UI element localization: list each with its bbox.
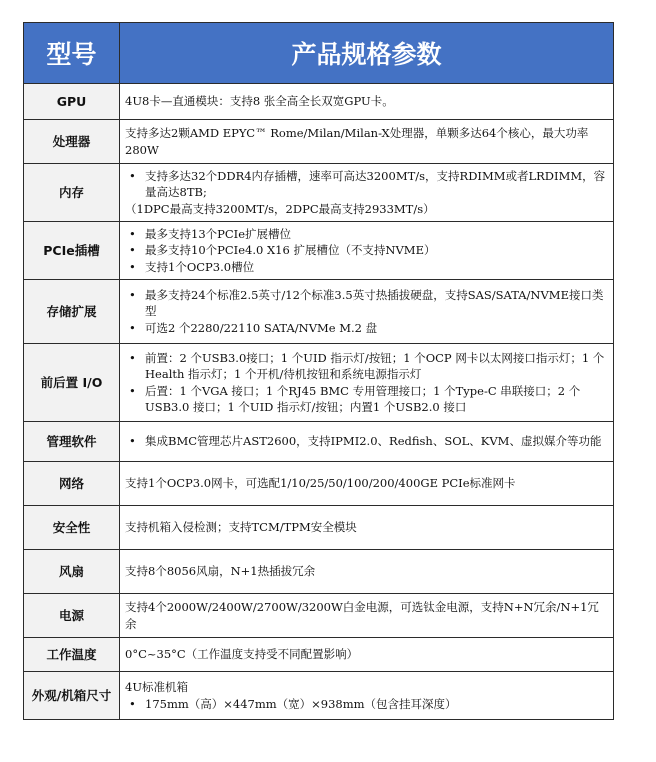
row-value-network: 支持1个OCP3.0网卡，可选配1/10/25/50/100/200/400GE PCIe标准网卡: [120, 462, 614, 506]
table-header-row: [24, 23, 614, 84]
row-label-mgmt: 管理软件: [24, 422, 120, 462]
spec-table: [23, 22, 614, 720]
row-value-mgmt: [120, 422, 614, 462]
list-item: • 最多支持10个PCIe4.0 X16 扩展槽位（不支持NVME）: [125, 242, 607, 259]
row-label-network: 网络: [24, 462, 120, 506]
header-model: 型号: [24, 23, 120, 84]
table-row: [24, 594, 614, 638]
row-value-temp: 0°C~35°C（工作温度支持受不同配置影响）: [120, 638, 614, 672]
table-row: [24, 638, 614, 672]
row-label-power: 电源: [24, 594, 120, 638]
table-row: [24, 84, 614, 120]
list-item: • 集成BMC管理芯片AST2600，支持IPMI2.0、Redfish、SOL、KVM、虚拟媒介等功能: [125, 433, 607, 450]
list-item: • 175mm（高）×447mm（宽）×938mm（包含挂耳深度）: [125, 696, 607, 713]
row-label-cpu: 处理器: [24, 120, 120, 164]
table-row: [24, 506, 614, 550]
row-label-pcie: PCIe插槽: [24, 222, 120, 280]
row-value-storage: [120, 280, 614, 344]
row-value-gpu: 4U8卡—直通模块：支持8 张全高全长双宽GPU卡。: [120, 84, 614, 120]
table-row: [24, 462, 614, 506]
row-value-security: 支持机箱入侵检测；支持TCM/TPM安全模块: [120, 506, 614, 550]
header-spec: 产品规格参数: [120, 23, 614, 84]
list-item: • 可选2 个2280/22110 SATA/NVMe M.2 盘: [125, 320, 607, 337]
row-value-chassis: [120, 672, 614, 720]
memory-note: （1DPC最高支持3200MT/s，2DPC最高支持2933MT/s）: [125, 201, 435, 216]
table-row: [24, 164, 614, 222]
row-value-power: 支持4个2000W/2400W/2700W/3200W白金电源，可选钛金电源，支持N+N冗余/N+1冗余: [120, 594, 614, 638]
list-item: • 支持1个OCP3.0槽位: [125, 259, 607, 276]
row-value-fan: 支持8个8056风扇，N+1热插拔冗余: [120, 550, 614, 594]
row-label-memory: 内存: [24, 164, 120, 222]
row-label-security: 安全性: [24, 506, 120, 550]
row-label-storage: 存储扩展: [24, 280, 120, 344]
list-item: • 后置：1 个VGA 接口；1 个RJ45 BMC 专用管理接口；1 个Type-C 串联接口；2 个USB3.0 接口；1 个UID 指示灯/按钮；内置1 个USB2.0 接口: [125, 383, 607, 416]
row-value-memory: [120, 164, 614, 222]
chassis-type: 4U标准机箱: [125, 680, 189, 694]
list-item: • 前置：2 个USB3.0接口；1 个UID 指示灯/按钮；1 个OCP 网卡以太网接口指示灯；1 个Health 指示灯；1 个开机/待机按钮和系统电源指示灯: [125, 350, 607, 383]
table-row: [24, 672, 614, 720]
table-row: [24, 280, 614, 344]
list-item: • 最多支持24个标准2.5英寸/12个标准3.5英寸热插拔硬盘，支持SAS/SATA/NVME接口类型: [125, 287, 607, 320]
table-row: [24, 422, 614, 462]
row-value-pcie: [120, 222, 614, 280]
row-label-gpu: GPU: [24, 84, 120, 120]
table-row: [24, 222, 614, 280]
list-item: • 支持多达32个DDR4内存插槽，速率可高达3200MT/s，支持RDIMM或者LRDIMM，容量高达8TB;: [125, 168, 607, 201]
row-label-temp: 工作温度: [24, 638, 120, 672]
row-value-cpu: 支持多达2颗AMD EPYC™ Rome/Milan/Milan-X处理器，单颗多达64个核心，最大功率280W: [120, 120, 614, 164]
row-value-io: [120, 344, 614, 422]
table-row: [24, 344, 614, 422]
row-label-fan: 风扇: [24, 550, 120, 594]
row-label-io: 前后置 I/O: [24, 344, 120, 422]
table-row: [24, 120, 614, 164]
list-item: • 最多支持13个PCIe扩展槽位: [125, 226, 607, 243]
row-label-chassis: 外观/机箱尺寸: [24, 672, 120, 720]
table-row: [24, 550, 614, 594]
